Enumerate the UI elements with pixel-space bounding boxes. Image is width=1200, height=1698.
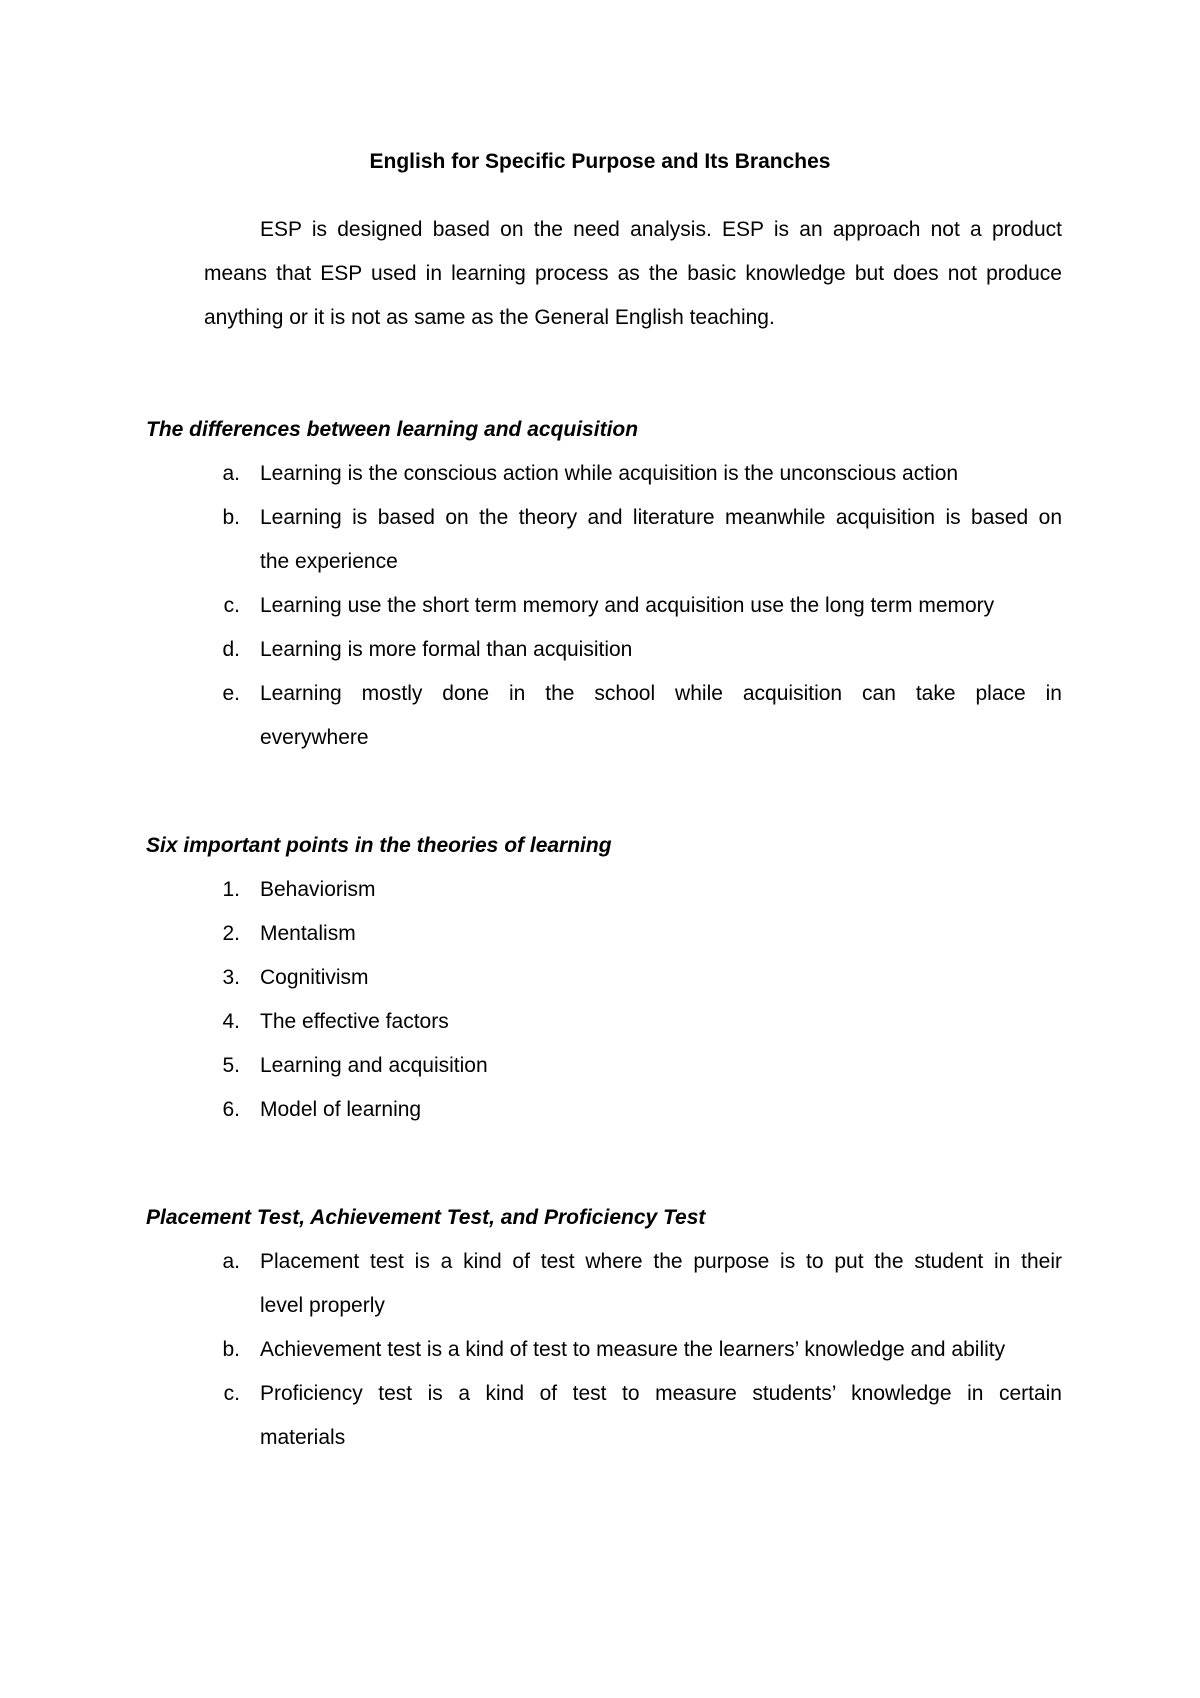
- intro-paragraph: [204, 208, 1062, 340]
- section-heading: The differences between learning and acquisition: [146, 418, 639, 441]
- list-marker: c.: [223, 594, 240, 617]
- list-marker: 4.: [222, 1010, 240, 1033]
- section-heading: Placement Test, Achievement Test, and Proficiency Test: [146, 1206, 706, 1229]
- list-item-text: Proficiency test is a kind of test to measure students’ knowledge in certain: [260, 1382, 1062, 1405]
- list-item-text: Mentalism: [260, 922, 356, 945]
- list-marker: 1.: [222, 878, 240, 901]
- list-item-text: The effective factors: [260, 1010, 449, 1033]
- list-marker: a.: [222, 1250, 240, 1273]
- list-item-text: everywhere: [260, 726, 369, 749]
- list-item-text: Learning mostly done in the school while acquisition can take place in: [260, 682, 1062, 705]
- list-item-text: Achievement test is a kind of test to measure the learners’ knowledge and ability: [260, 1338, 1006, 1361]
- list-item-text: Placement test is a kind of test where the purpose is to put the student in their: [260, 1250, 1062, 1273]
- list-item-text: Learning and acquisition: [260, 1054, 488, 1077]
- list-marker: 5.: [222, 1054, 240, 1077]
- list-item-text: Behaviorism: [260, 878, 376, 901]
- list-marker: c.: [223, 1382, 240, 1405]
- document-title: English for Specific Purpose and Its Branches: [369, 150, 831, 173]
- list-item-text: Learning use the short term memory and acquisition use the long term memory: [260, 594, 995, 617]
- list-item-text: Model of learning: [260, 1098, 422, 1121]
- list-marker: 6.: [222, 1098, 240, 1121]
- list-item-text: level properly: [260, 1294, 385, 1317]
- intro-line: anything or it is not as same as the General English teaching.: [204, 306, 775, 329]
- list-item-text: Learning is based on the theory and literature meanwhile acquisition is based on: [260, 506, 1062, 529]
- list-item-text: materials: [260, 1426, 346, 1449]
- list-marker: 3.: [222, 966, 240, 989]
- list-marker: 2.: [222, 922, 240, 945]
- list-item-text: Cognitivism: [260, 966, 369, 989]
- list-item-text: Learning is the conscious action while acquisition is the unconscious action: [260, 462, 959, 485]
- list-marker: b.: [222, 1338, 240, 1361]
- list-item-text: Learning is more formal than acquisition: [260, 638, 633, 661]
- list-marker: b.: [222, 506, 240, 529]
- list-item-text: the experience: [260, 550, 398, 573]
- list-marker: a.: [222, 462, 240, 485]
- list-marker: d.: [222, 638, 240, 661]
- intro-line: means that ESP used in learning process as the basic knowledge but does not produce: [204, 262, 1062, 285]
- list-marker: e.: [222, 682, 240, 705]
- intro-line: ESP is designed based on the need analysis. ESP is an approach not a product: [260, 218, 1062, 241]
- section-heading: Six important points in the theories of learning: [146, 834, 612, 857]
